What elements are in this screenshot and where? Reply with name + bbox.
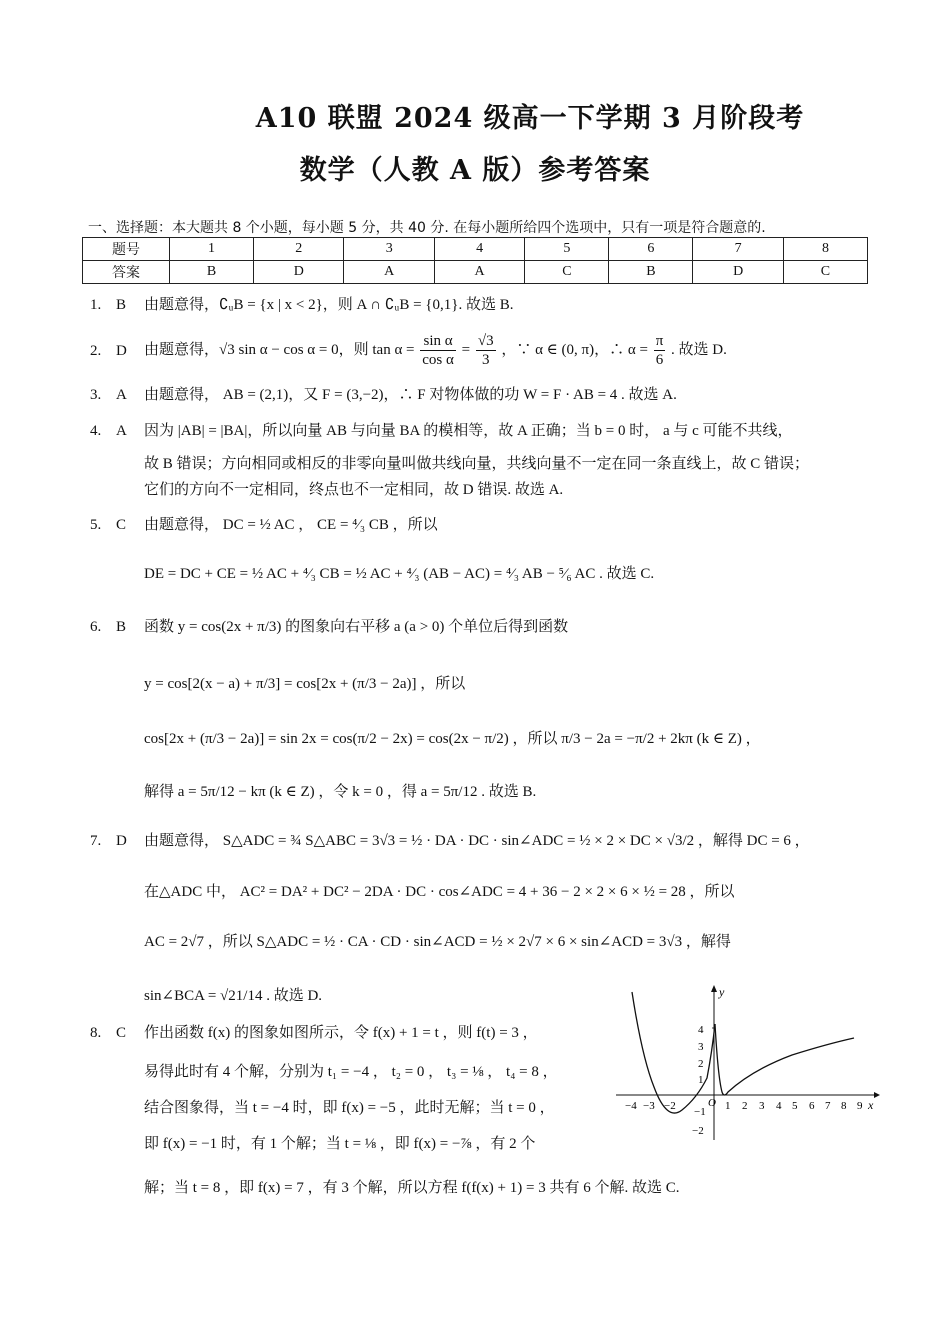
y-tick-labels <box>692 1024 704 1137</box>
question-number: 6. <box>90 619 102 635</box>
numerator: sin α <box>420 332 456 351</box>
curve-right-branch <box>715 1024 854 1095</box>
table-row-answers <box>83 261 868 284</box>
solution-line: 结合图象得，当 t = −4 时，即 f(x) = −5 ，此时无解；当 t = 0 ， <box>144 1100 555 1116</box>
solution-text: . 故选 D. <box>671 341 727 358</box>
question-solution: 由题意得， AB = (2,1)，又 F = (3,−2)，∴ F 对物体做的功 W = F · AB = 4 . 故选 A. <box>144 387 677 403</box>
solution-line: 解得 a = 5π/12 − kπ (k ∈ Z) ，令 k = 0 ，得 a = 5π/12 . 故选 B. <box>144 784 537 800</box>
y-axis-label: y <box>719 985 725 999</box>
solution-line: 即 f(x) = −1 时，有 1 个解；当 t = ⅛ ，即 f(x) = −⅞ ，有 2 个 <box>144 1136 536 1152</box>
solution-line: y = cos[2(x − a) + π/3] = cos[2x + (π/3 − 2a)] ，所以 <box>144 676 466 692</box>
table-cell: 4 <box>434 238 524 261</box>
y-tick-label: 3 <box>698 1041 704 1053</box>
question-answer: A <box>116 423 127 439</box>
question-answer: D <box>116 343 127 359</box>
page-subtitle: 数学（人教 A 版）参考答案 <box>299 155 651 186</box>
solution-line: 作出函数 f(x) 的图象如图所示，令 f(x) + 1 = t ，则 f(t) = 3 ， <box>144 1025 538 1041</box>
question-number: 4. <box>90 423 102 439</box>
y-tick-label: 2 <box>698 1058 704 1070</box>
function-graph <box>612 982 880 1142</box>
question-number: 5. <box>90 517 102 533</box>
fraction <box>420 332 456 369</box>
solution-line: 因为 |AB| = |BA|，所以向量 AB 与向量 BA 的模相等，故 A 正确；当 b = 0 时， a 与 c 可能不共线， <box>144 423 793 439</box>
x-tick-label: 3 <box>759 1100 765 1112</box>
table-cell: 7 <box>693 238 783 261</box>
x-tick-label: −4 <box>625 1100 637 1112</box>
question-number: 1. <box>90 297 102 313</box>
solution-text: 由题意得，√3 sin α − cos α = 0，则 tan α = <box>144 341 415 358</box>
table-cell: 3 <box>344 238 434 261</box>
origin-label: O <box>708 1097 716 1109</box>
table-cell: 8 <box>783 238 867 261</box>
y-tick-label: 1 <box>698 1074 704 1086</box>
table-cell: 5 <box>525 238 609 261</box>
solution-line: 函数 y = cos(2x + π/3) 的图象向右平移 a (a > 0) 个单位后得到函数 <box>144 619 569 635</box>
x-tick-label: −3 <box>643 1100 655 1112</box>
page-title: A10 联盟 2024 级高一下学期 3 月阶段考 <box>255 103 805 134</box>
solution-line: sin∠BCA = √21/14 . 故选 D. <box>144 988 323 1004</box>
question-number: 3. <box>90 387 102 403</box>
question-number: 2. <box>90 343 102 359</box>
x-tick-label: 9 <box>857 1100 863 1112</box>
solution-line: 由题意得， DC = ½ AC ， CE = ⁴⁄₃ CB ，所以 <box>144 517 438 533</box>
answer-table <box>82 237 868 284</box>
solution-line: 它们的方向不一定相同，终点也不一定相同，故 D 错误. 故选 A. <box>144 482 564 498</box>
x-tick-label: 2 <box>742 1100 748 1112</box>
question-answer: B <box>116 619 127 635</box>
table-cell: C <box>525 261 609 284</box>
denominator: 3 <box>481 352 490 368</box>
solution-line: 解；当 t = 8 ，即 f(x) = 7 ，有 3 个解，所以方程 f(f(x) + 1) = 3 共有 6 个解. 故选 C. <box>144 1180 680 1196</box>
table-header-cell: 答案 <box>83 261 170 284</box>
denominator: cos α <box>422 352 454 368</box>
question-answer: D <box>116 833 127 849</box>
numerator: π <box>655 333 664 349</box>
y-axis-arrow <box>711 985 717 992</box>
table-cell: 1 <box>170 238 254 261</box>
fraction <box>476 332 496 369</box>
x-axis-label: x <box>868 1098 874 1112</box>
question-2 <box>90 332 880 382</box>
solution-line: 在△ADC 中， AC² = DA² + DC² − 2DA · DC · cos∠ADC = 4 + 36 − 2 × 2 × 6 × ½ = 28 ，所以 <box>144 884 735 900</box>
solution-line: AC = 2√7 ，所以 S△ADC = ½ · CA · CD · sin∠ACD = ½ × 2√7 × 6 × sin∠ACD = 3√3 ，解得 <box>144 934 731 950</box>
table-cell: 6 <box>609 238 693 261</box>
question-solution <box>144 332 727 369</box>
x-tick-label: 4 <box>776 1100 782 1112</box>
solution-line: 故 B 错误；方向相同或相反的非零向量叫做共线向量，共线向量不一定在同一条直线上，故 C 错误； <box>144 456 810 472</box>
question-answer: B <box>116 297 127 313</box>
table-cell: D <box>693 261 783 284</box>
table-cell: 2 <box>254 238 344 261</box>
question-number: 8. <box>90 1025 102 1041</box>
x-tick-label: 6 <box>809 1100 815 1112</box>
fraction <box>654 332 666 369</box>
question-number: 7. <box>90 833 102 849</box>
table-cell: B <box>170 261 254 284</box>
question-answer: C <box>116 1025 127 1041</box>
table-cell: C <box>783 261 867 284</box>
question-answer: C <box>116 517 127 533</box>
table-header-cell: 题号 <box>83 238 170 261</box>
table-cell: A <box>344 261 434 284</box>
table-cell: A <box>434 261 524 284</box>
solution-line: 由题意得， S△ADC = ¾ S△ABC = 3√3 = ½ · DA · DC · sin∠ADC = ½ × 2 × DC × √3/2 ，解得 DC = 6 ， <box>144 833 810 849</box>
solution-line: DE = DC + CE = ½ AC + ⁴⁄₃ CB = ½ AC + ⁴⁄₃ (AB − AC) = ⁴⁄₃ AB − ⁵⁄₆ AC . 故选 C. <box>144 566 655 582</box>
equals-sign: = <box>461 341 471 358</box>
denominator: 6 <box>655 352 664 368</box>
x-tick-label: 1 <box>725 1100 731 1112</box>
numerator: √3 <box>477 333 494 349</box>
y-tick-label: −2 <box>692 1125 704 1137</box>
x-tick-label: 5 <box>792 1100 798 1112</box>
question-answer: A <box>116 387 127 403</box>
question-solution: 由题意得，∁ᵤB = {x | x < 2}，则 A ∩ ∁ᵤB = {0,1}. 故选 B. <box>144 297 514 313</box>
x-axis-arrow <box>874 1092 880 1098</box>
x-tick-label: 7 <box>825 1100 831 1112</box>
y-tick-label: 4 <box>698 1024 704 1036</box>
section-heading: 一、选择题：本大题共 8 个小题，每小题 5 分，共 40 分. 在每小题所给四个选项中，只有一项是符合题意的. <box>88 220 766 236</box>
table-row-numbers <box>83 238 868 261</box>
x-tick-label: 8 <box>841 1100 847 1112</box>
solution-text: ，∵ α ∈ (0, π)，∴ α = <box>501 341 648 358</box>
table-cell: D <box>254 261 344 284</box>
x-tick-label: −1 <box>694 1106 706 1118</box>
table-cell: B <box>609 261 693 284</box>
solution-line: cos[2x + (π/3 − 2a)] = sin 2x = cos(π/2 − 2x) = cos(2x − π/2) ，所以 π/3 − 2a = −π/2 + 2kπ (k ∈ Z) ， <box>144 731 761 747</box>
solution-line: 易得此时有 4 个解，分别为 t₁ = −4 ， t₂ = 0 ， t₃ = ⅛ ， t₄ = 8 ， <box>144 1064 558 1080</box>
x-tick-label: −2 <box>664 1100 676 1112</box>
